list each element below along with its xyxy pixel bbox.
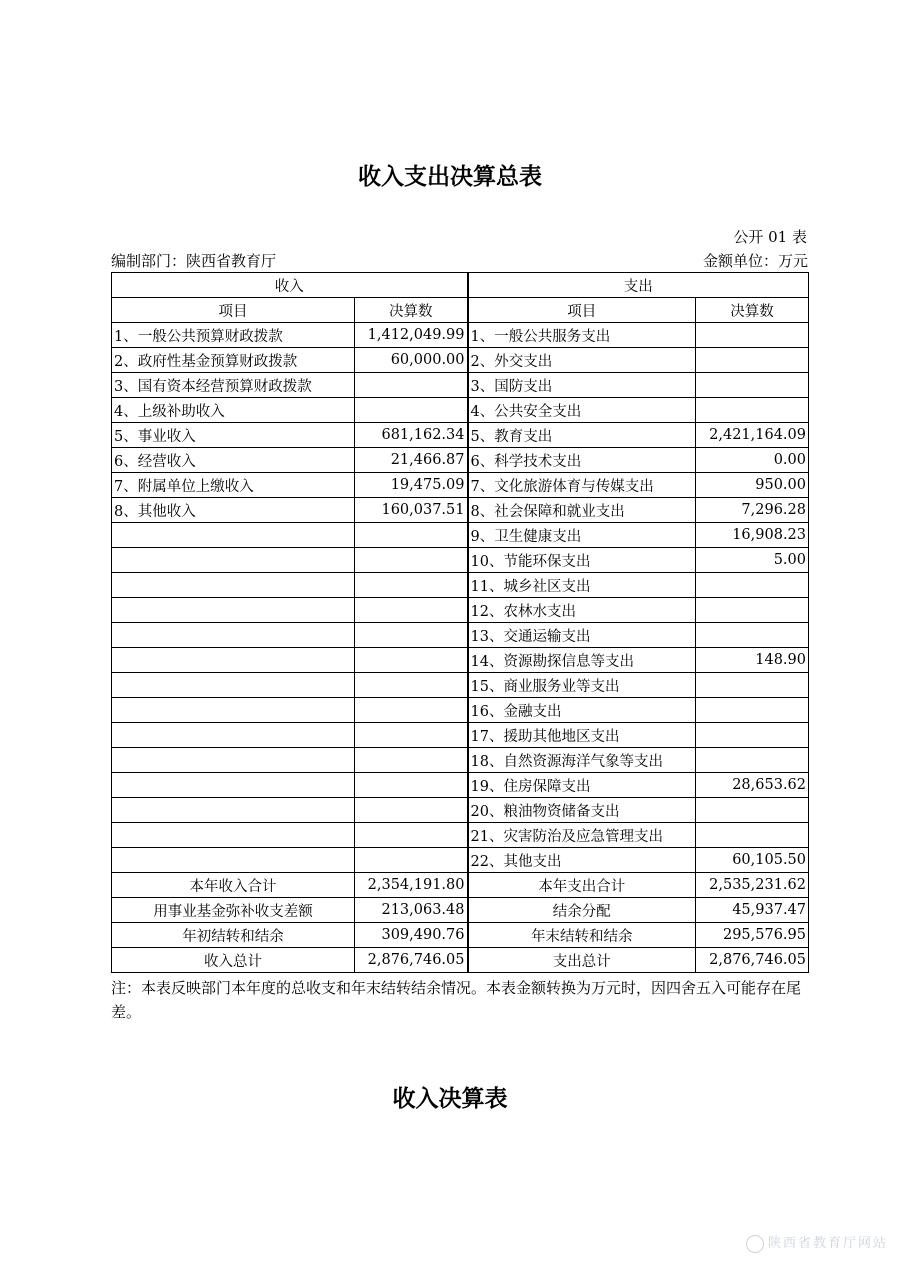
income-item-cell: 3、国有资本经营预算财政拨款: [112, 373, 355, 398]
expense-amount-cell: 60,105.50: [696, 848, 809, 873]
income-item-cell: 4、上级补助收入: [112, 398, 355, 423]
expense-amount-cell: [696, 623, 809, 648]
table-row: [112, 323, 809, 348]
income-amount-cell: [355, 748, 468, 773]
expense-header: 支出: [468, 273, 809, 298]
income-item-header: 项目: [112, 298, 355, 323]
income-amount-cell: 309,490.76: [355, 923, 468, 948]
income-amount-cell: 2,354,191.80: [355, 873, 468, 898]
expense-amount-cell: 2,421,164.09: [696, 423, 809, 448]
income-amount-cell: 60,000.00: [355, 348, 468, 373]
expense-amount-cell: [696, 323, 809, 348]
table-row: [112, 498, 809, 523]
expense-amount-cell: 148.90: [696, 648, 809, 673]
next-section-title: 收入决算表: [392, 1085, 508, 1112]
department-label: 编制部门：陕西省教育厅: [111, 252, 277, 270]
table-number: 公开 01 表: [733, 228, 807, 246]
table-row: [112, 423, 809, 448]
income-item-cell: 1、一般公共预算财政拨款: [112, 323, 355, 348]
income-amount-cell: 21,466.87: [355, 448, 468, 473]
expense-amount-cell: [696, 348, 809, 373]
income-item-cell: [112, 623, 355, 648]
expense-amount-cell: 5.00: [696, 548, 809, 573]
watermark: [746, 1232, 888, 1253]
expense-amount-cell: 2,535,231.62: [696, 873, 809, 898]
expense-amount-cell: [696, 373, 809, 398]
income-amount-cell: [355, 398, 468, 423]
table-row: [112, 523, 809, 548]
total-row: [112, 898, 809, 923]
total-row: [112, 948, 809, 973]
expense-item-cell: 14、资源勘探信息等支出: [468, 648, 696, 673]
expense-item-cell: 年末结转和结余: [468, 923, 696, 948]
table-row: [112, 623, 809, 648]
group-header-row: [112, 273, 809, 298]
expense-amount-cell: 7,296.28: [696, 498, 809, 523]
expense-item-cell: 21、灾害防治及应急管理支出: [468, 823, 696, 848]
expense-amount-cell: 0.00: [696, 448, 809, 473]
income-amount-cell: [355, 373, 468, 398]
expense-item-cell: 8、社会保障和就业支出: [468, 498, 696, 523]
page-title: 收入支出决算总表: [358, 163, 542, 190]
table-row: [112, 723, 809, 748]
income-amount-cell: 1,412,049.99: [355, 323, 468, 348]
expense-amount-cell: [696, 598, 809, 623]
total-row: [112, 873, 809, 898]
expense-item-cell: 20、粮油物资储备支出: [468, 798, 696, 823]
table-row: [112, 373, 809, 398]
income-amount-cell: [355, 798, 468, 823]
income-amount-cell: [355, 823, 468, 848]
income-amount-cell: [355, 623, 468, 648]
income-item-cell: [112, 773, 355, 798]
table-row: [112, 398, 809, 423]
expense-item-cell: 12、农林水支出: [468, 598, 696, 623]
income-item-cell: [112, 823, 355, 848]
income-amount-cell: [355, 848, 468, 873]
expense-amount-cell: [696, 573, 809, 598]
expense-amount-cell: 45,937.47: [696, 898, 809, 923]
expense-item-cell: 7、文化旅游体育与传媒支出: [468, 473, 696, 498]
income-amount-cell: [355, 648, 468, 673]
income-item-cell: 7、附属单位上缴收入: [112, 473, 355, 498]
income-item-cell: 收入总计: [112, 948, 355, 973]
income-item-cell: [112, 748, 355, 773]
income-item-cell: [112, 573, 355, 598]
expense-item-cell: 结余分配: [468, 898, 696, 923]
income-item-cell: [112, 523, 355, 548]
income-header: 收入: [112, 273, 468, 298]
expense-item-header: 项目: [468, 298, 696, 323]
income-amount-cell: 19,475.09: [355, 473, 468, 498]
footnote: 注：本表反映部门本年度的总收支和年末结转结余情况。本表金额转换为万元时，因四舍五入可能存在尾差。: [111, 979, 802, 1021]
income-amount-cell: [355, 523, 468, 548]
income-item-cell: [112, 698, 355, 723]
table-row: [112, 448, 809, 473]
expense-amount-cell: [696, 823, 809, 848]
income-amount-cell: [355, 723, 468, 748]
expense-item-cell: 15、商业服务业等支出: [468, 673, 696, 698]
table-row: [112, 648, 809, 673]
income-item-cell: [112, 723, 355, 748]
income-item-cell: [112, 598, 355, 623]
expense-item-cell: 22、其他支出: [468, 848, 696, 873]
expense-amount-cell: [696, 748, 809, 773]
expense-item-cell: 19、住房保障支出: [468, 773, 696, 798]
unit-label: 金额单位：万元: [702, 252, 808, 270]
income-item-cell: 用事业基金弥补收支差额: [112, 898, 355, 923]
income-item-cell: [112, 848, 355, 873]
emblem-icon: [746, 1235, 764, 1253]
table-row: [112, 548, 809, 573]
income-item-cell: 6、经营收入: [112, 448, 355, 473]
total-row: [112, 923, 809, 948]
income-item-cell: [112, 798, 355, 823]
table-row: [112, 573, 809, 598]
income-item-cell: 本年收入合计: [112, 873, 355, 898]
expense-amount-cell: [696, 398, 809, 423]
expense-amount-cell: [696, 723, 809, 748]
income-amount-cell: [355, 773, 468, 798]
expense-amount-cell: 2,876,746.05: [696, 948, 809, 973]
expense-item-cell: 11、城乡社区支出: [468, 573, 696, 598]
expense-item-cell: 16、金融支出: [468, 698, 696, 723]
expense-item-cell: 5、教育支出: [468, 423, 696, 448]
expense-item-cell: 支出总计: [468, 948, 696, 973]
income-item-cell: 2、政府性基金预算财政拨款: [112, 348, 355, 373]
expense-amount-header: 决算数: [696, 298, 809, 323]
income-amount-cell: [355, 673, 468, 698]
table-row: [112, 698, 809, 723]
expense-item-cell: 9、卫生健康支出: [468, 523, 696, 548]
income-amount-cell: 213,063.48: [355, 898, 468, 923]
table-row: [112, 598, 809, 623]
income-amount-header: 决算数: [355, 298, 468, 323]
income-item-cell: 年初结转和结余: [112, 923, 355, 948]
expense-item-cell: 4、公共安全支出: [468, 398, 696, 423]
column-header-row: [112, 298, 809, 323]
income-amount-cell: 160,037.51: [355, 498, 468, 523]
expense-amount-cell: [696, 798, 809, 823]
table-row: [112, 773, 809, 798]
expense-amount-cell: [696, 698, 809, 723]
income-item-cell: [112, 648, 355, 673]
expense-amount-cell: 16,908.23: [696, 523, 809, 548]
expense-amount-cell: 28,653.62: [696, 773, 809, 798]
income-amount-cell: [355, 548, 468, 573]
expense-item-cell: 2、外交支出: [468, 348, 696, 373]
table-row: [112, 823, 809, 848]
income-amount-cell: [355, 698, 468, 723]
income-amount-cell: 681,162.34: [355, 423, 468, 448]
summary-table: [111, 272, 809, 973]
table-row: [112, 798, 809, 823]
table-row: [112, 748, 809, 773]
income-amount-cell: [355, 598, 468, 623]
table-row: [112, 673, 809, 698]
expense-item-cell: 1、一般公共服务支出: [468, 323, 696, 348]
income-item-cell: 8、其他收入: [112, 498, 355, 523]
income-amount-cell: [355, 573, 468, 598]
table-row: [112, 348, 809, 373]
income-item-cell: [112, 548, 355, 573]
expense-amount-cell: [696, 673, 809, 698]
expense-item-cell: 18、自然资源海洋气象等支出: [468, 748, 696, 773]
table-row: [112, 473, 809, 498]
expense-item-cell: 10、节能环保支出: [468, 548, 696, 573]
expense-amount-cell: 295,576.95: [696, 923, 809, 948]
income-amount-cell: 2,876,746.05: [355, 948, 468, 973]
expense-item-cell: 3、国防支出: [468, 373, 696, 398]
table-row: [112, 848, 809, 873]
expense-item-cell: 本年支出合计: [468, 873, 696, 898]
watermark-text: 陕西省教育厅网站: [767, 1236, 888, 1251]
income-item-cell: 5、事业收入: [112, 423, 355, 448]
expense-item-cell: 17、援助其他地区支出: [468, 723, 696, 748]
expense-item-cell: 6、科学技术支出: [468, 448, 696, 473]
expense-amount-cell: 950.00: [696, 473, 809, 498]
income-item-cell: [112, 673, 355, 698]
expense-item-cell: 13、交通运输支出: [468, 623, 696, 648]
